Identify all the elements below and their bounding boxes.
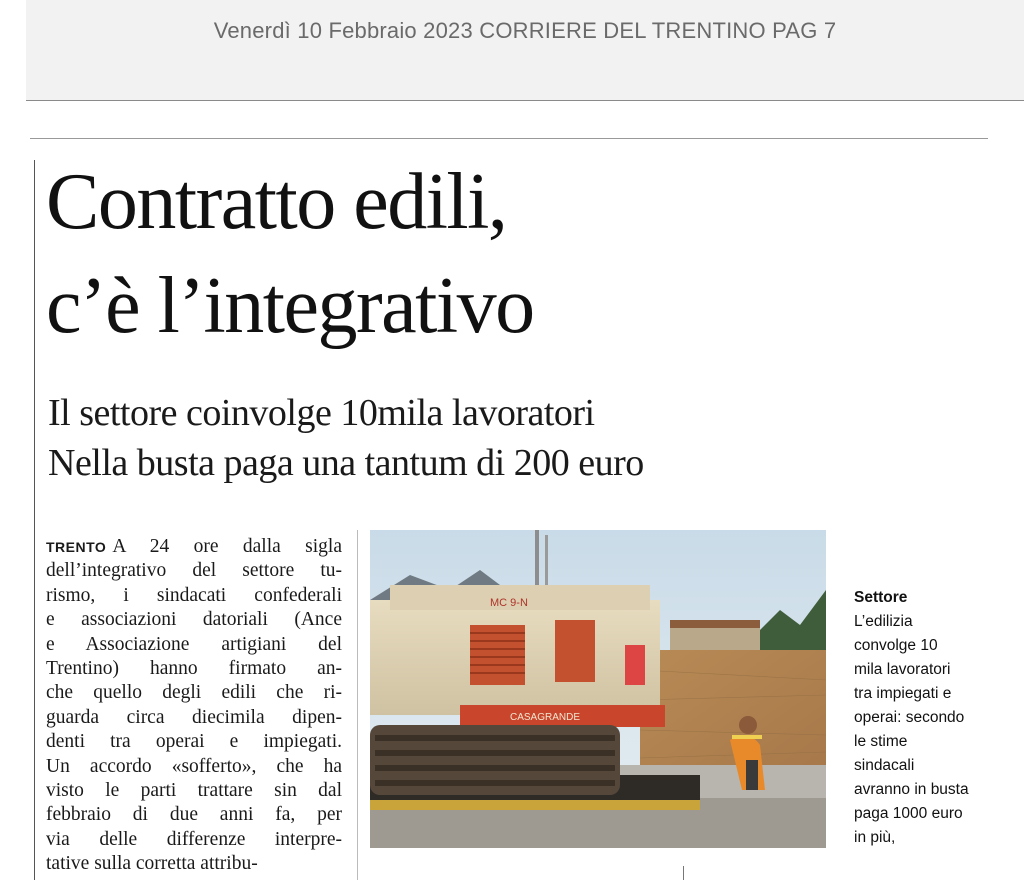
caption-line: convolge 10 bbox=[854, 637, 938, 654]
article-photo bbox=[370, 530, 826, 848]
body-line: e Associazione artigiani del bbox=[46, 633, 342, 655]
page-divider bbox=[30, 138, 988, 139]
body-line: denti tra operai e impiegati. bbox=[46, 731, 342, 753]
header-band bbox=[26, 0, 1024, 101]
body-line-text: A 24 ore dalla sigla bbox=[112, 536, 342, 557]
body-line bbox=[46, 535, 342, 559]
column-rule bbox=[357, 530, 358, 880]
lower-column-rule bbox=[683, 866, 684, 880]
caption-line: L’edilizia bbox=[854, 613, 913, 630]
brand-label: CASAGRANDE bbox=[510, 712, 581, 723]
caption-line: mila lavoratori bbox=[854, 661, 951, 678]
caption-line: tra impiegati e bbox=[854, 685, 952, 702]
page-dateline: Venerdì 10 Febbraio 2023 CORRIERE DEL TRENTINO PAG 7 bbox=[213, 18, 837, 43]
caption-line: avranno in busta bbox=[854, 781, 969, 798]
headline-line: c’è l’integrativo bbox=[46, 262, 534, 350]
machine-label: MC 9-N bbox=[490, 597, 528, 609]
body-line: dell’integrativo del settore tu- bbox=[46, 560, 342, 582]
left-column-rule bbox=[34, 160, 35, 880]
caption-line: paga 1000 euro bbox=[854, 805, 963, 822]
body-line: Trentino) hanno firmato an- bbox=[46, 658, 342, 680]
article-body bbox=[46, 535, 342, 877]
subhead-line: Il settore coinvolge 10mila lavoratori bbox=[48, 392, 595, 434]
caption-line: in più, bbox=[854, 829, 896, 846]
body-line: rismo, i sindacati confederali bbox=[46, 584, 342, 606]
caption-line: le stime bbox=[854, 733, 908, 750]
article-subhead bbox=[48, 388, 1008, 488]
body-line: febbraio di due anni fa, per bbox=[46, 804, 342, 826]
body-line: e associazioni datoriali (Ance bbox=[46, 609, 342, 631]
caption-line: sindacali bbox=[854, 757, 915, 774]
body-line: Un accordo «sofferto», che ha bbox=[46, 755, 342, 777]
headline-line: Contratto edili, bbox=[46, 158, 507, 246]
caption-title: Settore bbox=[854, 589, 908, 606]
photo-caption bbox=[854, 586, 1004, 850]
article-headline bbox=[46, 150, 1006, 358]
body-line: tative sulla corretta attribu- bbox=[46, 853, 258, 875]
body-line: via delle differenze interpre- bbox=[46, 828, 342, 850]
body-line: guarda circa diecimila dipen- bbox=[46, 706, 342, 728]
caption-line: operai: secondo bbox=[854, 709, 965, 726]
city-dateline: TRENTO bbox=[46, 539, 107, 555]
body-line: visto le parti trattare sin dal bbox=[46, 780, 342, 802]
body-line: che quello degli edili che ri- bbox=[46, 682, 342, 704]
excavator-photo-illustration bbox=[370, 530, 826, 848]
subhead-line: Nella busta paga una tantum di 200 euro bbox=[48, 442, 644, 484]
